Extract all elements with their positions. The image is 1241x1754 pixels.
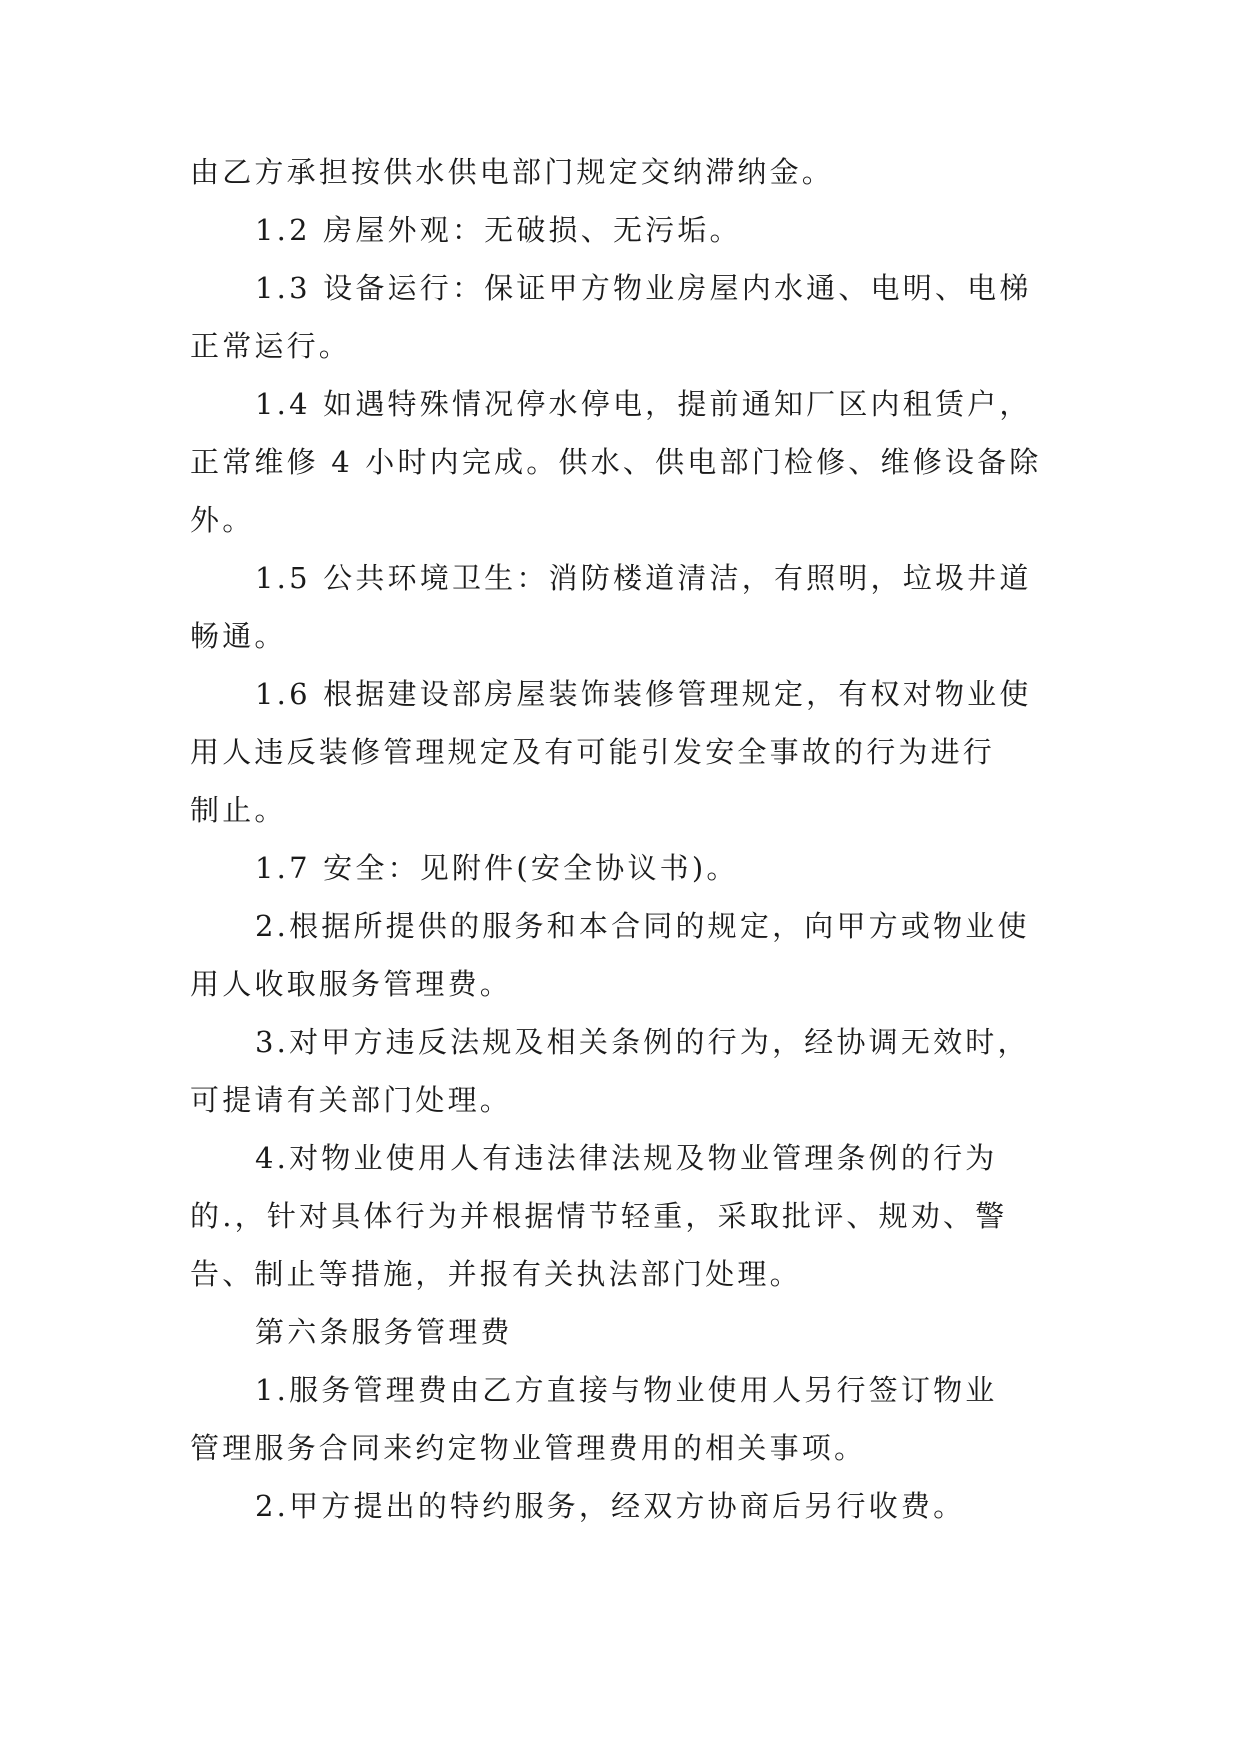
section-heading: 第六条服务管理费 xyxy=(255,1315,513,1349)
clause-6-1: 1.服务管理费由乙方直接与物业使用人另行签订物业 xyxy=(255,1373,998,1407)
clause-1-2: 1.2 房屋外观：无破损、无污垢。 xyxy=(255,213,742,247)
paragraph-line: 告、制止等措施，并报有关执法部门处理。 xyxy=(190,1257,802,1291)
clause-1-5: 1.5 公共环境卫生：消防楼道清洁，有照明，垃圾井道 xyxy=(255,561,1032,595)
paragraph-line: 的.，针对具体行为并根据情节轻重，采取批评、规劝、警 xyxy=(190,1199,1008,1233)
paragraph-line: 管理服务合同来约定物业管理费用的相关事项。 xyxy=(190,1431,867,1465)
clause-4: 4.对物业使用人有违法律法规及物业管理条例的行为 xyxy=(255,1141,998,1175)
paragraph-line: 可提请有关部门处理。 xyxy=(190,1083,513,1117)
clause-1-3: 1.3 设备运行：保证甲方物业房屋内水通、电明、电梯 xyxy=(255,271,1032,305)
clause-6-2: 2.甲方提出的特约服务，经双方协商后另行收费。 xyxy=(255,1489,966,1523)
clause-2: 2.根据所提供的服务和本合同的规定，向甲方或物业使 xyxy=(255,909,1030,943)
paragraph-line: 用人违反装修管理规定及有可能引发安全事故的行为进行 xyxy=(190,735,996,769)
paragraph-line: 由乙方承担按供水供电部门规定交纳滞纳金。 xyxy=(190,155,835,189)
clause-3: 3.对甲方违反法规及相关条例的行为，经协调无效时， xyxy=(255,1025,1030,1059)
paragraph-line: 正常运行。 xyxy=(190,329,352,363)
paragraph-line: 外。 xyxy=(190,503,255,537)
clause-1-4: 1.4 如遇特殊情况停水停电，提前通知厂区内租赁户， xyxy=(255,387,1032,421)
paragraph-line: 制止。 xyxy=(190,793,287,827)
paragraph-line: 畅通。 xyxy=(190,619,287,653)
paragraph-line: 正常维修 4 小时内完成。供水、供电部门检修、维修设备除 xyxy=(190,445,1042,479)
clause-1-7: 1.7 安全：见附件(安全协议书)。 xyxy=(255,851,739,885)
paragraph-line: 用人收取服务管理费。 xyxy=(190,967,513,1001)
clause-1-6: 1.6 根据建设部房屋装饰装修管理规定，有权对物业使 xyxy=(255,677,1032,711)
